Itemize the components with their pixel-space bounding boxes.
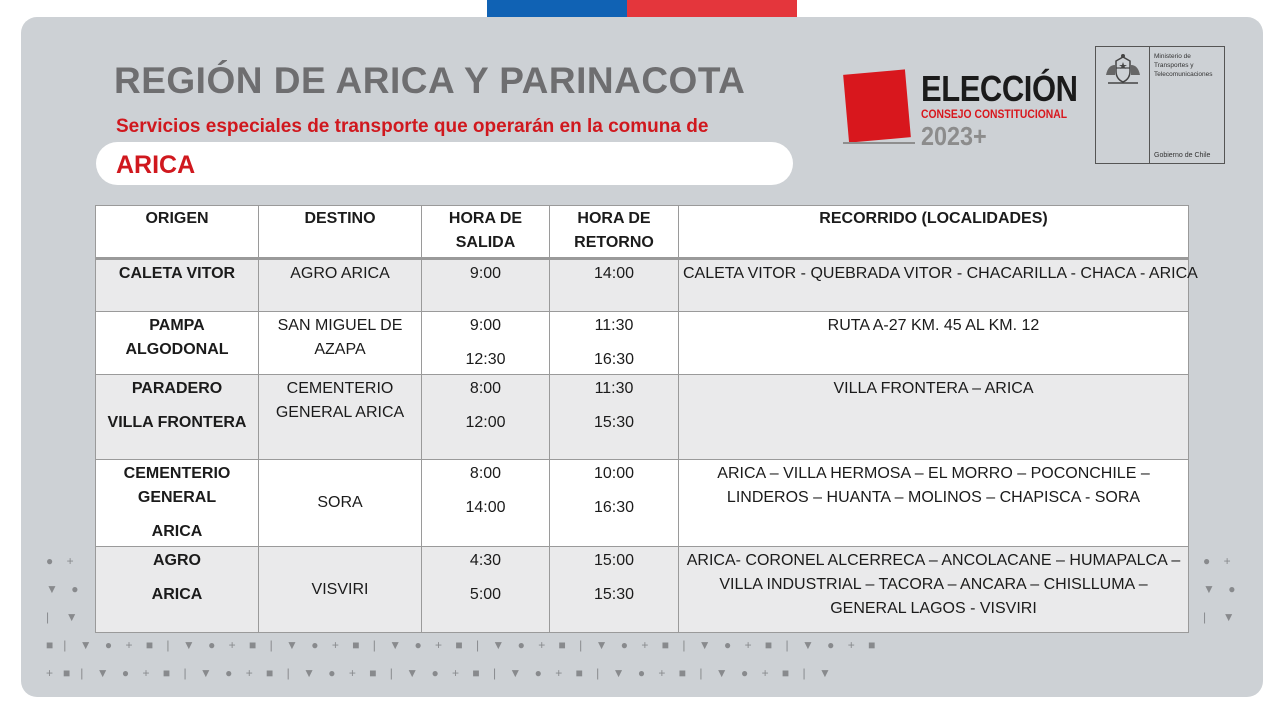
header-destino: DESTINO bbox=[259, 206, 422, 259]
cell-retorno: 11:30 16:30 bbox=[550, 312, 679, 375]
cell-recorrido: CALETA VITOR - QUEBRADA VITOR - CHACARILLA - CHACA - ARICA bbox=[679, 259, 1189, 312]
ballot-base-line bbox=[843, 142, 915, 144]
cell-destino: AGRO ARICA bbox=[259, 259, 422, 312]
cell-retorno: 15:00 15:30 bbox=[550, 547, 679, 633]
election-logo-subtitle: CONSEJO CONSTITUCIONAL bbox=[921, 109, 1068, 121]
ministry-name: Ministerio de Transportes y Telecomunicaciones bbox=[1154, 53, 1213, 78]
header-hora-retorno: HORA DE RETORNO bbox=[550, 206, 679, 259]
table-row bbox=[96, 460, 1189, 547]
cell-recorrido: ARICA- CORONEL ALCERRECA – ANCOLACANE – HUMAPALCA – VILLA INDUSTRIAL – TACORA – ANCARA – CHISLLUMA – GENERAL LAGOS - VISVIRI bbox=[679, 547, 1189, 633]
election-logo-year: 2023+ bbox=[921, 121, 987, 151]
decorative-pattern: ● + ▼ ● | ▼ ● + ▼ ● | ▼ ■ | ▼ ● + ■ | ▼ ● + ■ | ▼ ● + ■ | ▼ ● + ■ | ▼ ● + ■ | ▼ ● + ■ | ▼ ● + ■ | ▼ ● + ■ + ■ | ▼ ● + ■ | ▼ ● + ■ | ▼ ● + ■ | ▼ ● + ■ | ▼ ● + ■ | ▼ ● + ■ | ▼ ● + ■ | ▼ bbox=[46, 554, 1236, 680]
cell-destino: CEMENTERIO GENERAL ARICA bbox=[259, 375, 422, 460]
table-row bbox=[96, 312, 1189, 375]
ministry-logo-divider bbox=[1149, 47, 1150, 163]
ministry-footer: Gobierno de Chile bbox=[1154, 152, 1211, 159]
header-origen: ORIGEN bbox=[96, 206, 259, 259]
table-header-row bbox=[96, 206, 1189, 259]
cell-destino: VISVIRI bbox=[259, 547, 422, 633]
cell-salida: 8:00 12:00 bbox=[422, 375, 550, 460]
coat-of-arms-icon bbox=[1102, 53, 1144, 87]
election-logo-title: ELECCIÓN bbox=[921, 68, 1078, 109]
cell-destino: SAN MIGUEL DE AZAPA bbox=[259, 312, 422, 375]
commune-box bbox=[96, 142, 793, 185]
cell-salida: 9:00 bbox=[422, 259, 550, 312]
cell-salida: 8:00 14:00 bbox=[422, 460, 550, 547]
cell-destino: SORA bbox=[259, 460, 422, 547]
header-hora-salida: HORA DE SALIDA bbox=[422, 206, 550, 259]
ballot-icon bbox=[843, 69, 911, 142]
cell-recorrido: RUTA A-27 KM. 45 AL KM. 12 bbox=[679, 312, 1189, 375]
cell-salida: 9:00 12:30 bbox=[422, 312, 550, 375]
cell-retorno: 10:00 16:30 bbox=[550, 460, 679, 547]
services-subtitle: Servicios especiales de transporte que operarán en la comuna de bbox=[116, 116, 709, 137]
cell-salida: 4:30 5:00 bbox=[422, 547, 550, 633]
cell-recorrido: ARICA – VILLA HERMOSA – EL MORRO – POCONCHILE – LINDEROS – HUANTA – MOLINOS – CHAPISCA - SORA bbox=[679, 460, 1189, 547]
cell-origen: PAMPA ALGODONAL bbox=[96, 312, 259, 375]
ministry-logo bbox=[1095, 46, 1225, 164]
cell-origen: PARADERO VILLA FRONTERA bbox=[96, 375, 259, 460]
schedule-table bbox=[95, 205, 1198, 633]
table-row bbox=[96, 259, 1189, 312]
cell-origen: CEMENTERIO GENERAL ARICA bbox=[96, 460, 259, 547]
header-recorrido: RECORRIDO (LOCALIDADES) bbox=[679, 206, 1189, 259]
cell-origen: AGRO ARICA bbox=[96, 547, 259, 633]
cell-recorrido: VILLA FRONTERA – ARICA bbox=[679, 375, 1189, 460]
table-row bbox=[96, 375, 1189, 460]
region-title: REGIÓN DE ARICA Y PARINACOTA bbox=[114, 60, 746, 101]
cell-retorno: 14:00 bbox=[550, 259, 679, 312]
cell-retorno: 11:30 15:30 bbox=[550, 375, 679, 460]
commune-name: ARICA bbox=[116, 151, 196, 179]
table-row bbox=[96, 547, 1189, 633]
election-logo bbox=[843, 66, 1078, 156]
cell-origen: CALETA VITOR bbox=[96, 259, 259, 312]
